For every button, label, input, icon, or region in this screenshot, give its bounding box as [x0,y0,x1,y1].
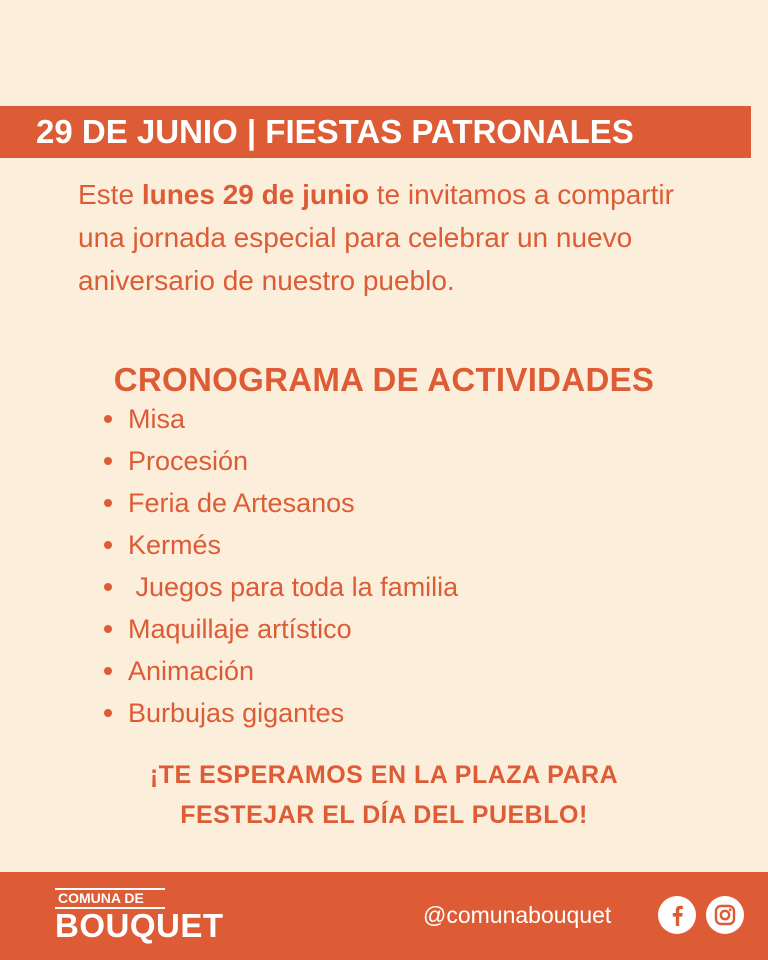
activity-label: Animación [128,656,255,686]
intro-paragraph [78,173,718,302]
bullet-icon [104,709,112,717]
bullet-icon [104,499,112,507]
activity-label: Maquillaje artístico [128,614,352,644]
list-item [104,608,458,650]
intro-date: lunes 29 de junio [141,179,369,210]
facebook-icon[interactable] [658,896,696,934]
list-item [104,440,458,482]
logo-bottom-text: BOUQUET [55,907,224,944]
bullet-icon [104,541,112,549]
bullet-icon [104,625,112,633]
bullet-icon [104,415,112,423]
bullet-icon [104,583,112,591]
page-title: 29 DE JUNIO | FIESTAS PATRONALES [36,113,634,150]
activity-label: Procesión [128,446,249,476]
closing-line-1: ¡TE ESPERAMOS EN LA PLAZA PARA [149,761,619,789]
list-item [104,692,458,734]
list-item [104,650,458,692]
activity-label: Kermés [128,530,222,560]
schedule-heading: CRONOGRAMA DE ACTIVIDADES [113,361,655,398]
instagram-icon[interactable] [706,896,744,934]
logo-top-text: COMUNA DE [55,888,165,909]
list-item [104,524,458,566]
bullet-icon [104,667,112,675]
social-handle[interactable]: @comunabouquet [423,902,612,928]
activity-label: Juegos para toda la familia [128,572,459,602]
comuna-logo [55,888,224,943]
title-banner [0,106,751,158]
bullet-icon [104,457,112,465]
intro-text-end: te invitamos a compartir una jornada especial para celebrar un nuevo aniversario de nuestro pueblo. [78,179,674,296]
activity-label: Misa [128,404,186,434]
activities-list [104,398,458,734]
closing-message [0,755,768,835]
footer [0,872,768,960]
activity-label: Feria de Artesanos [128,488,355,518]
activity-label: Burbujas gigantes [128,698,345,728]
list-item [104,482,458,524]
list-item [104,398,458,440]
closing-line-2: FESTEJAR EL DÍA DEL PUEBLO! [180,801,588,829]
list-item [104,566,458,608]
intro-text-start: Este [78,179,142,210]
